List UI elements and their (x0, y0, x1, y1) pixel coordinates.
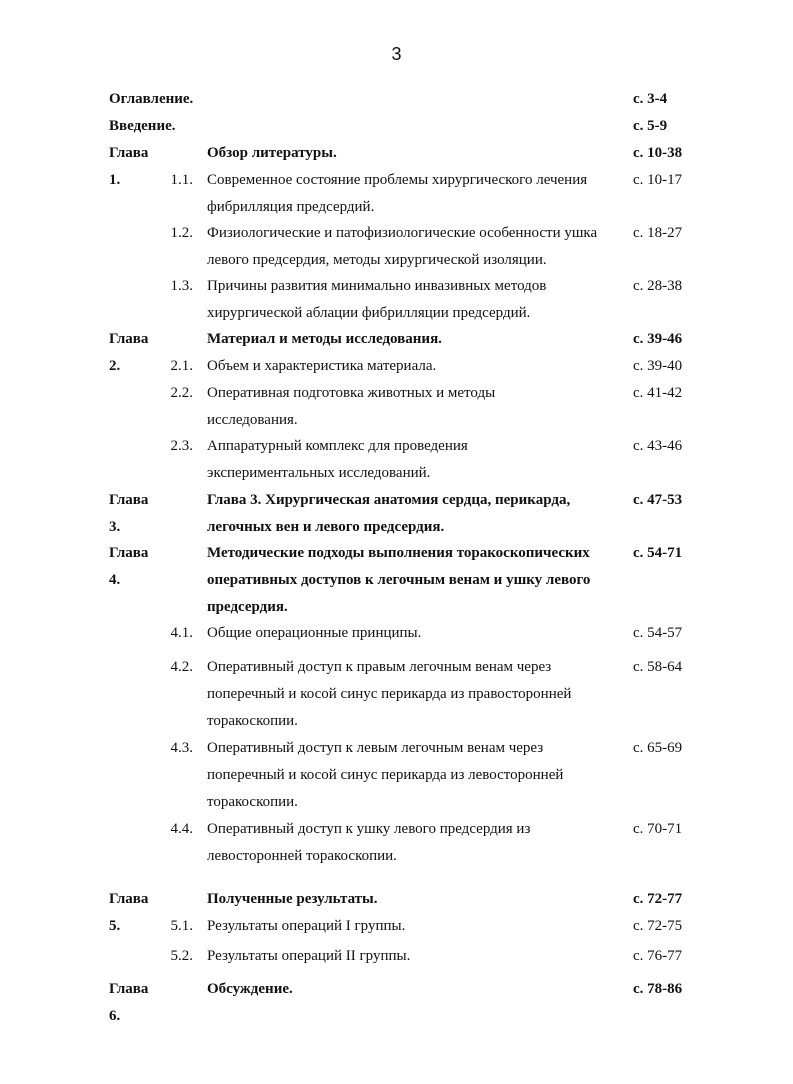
entry-title: Оперативный доступ к левым легочным венам через поперечный и косой синус перикарда из левосторонней торакоскопии. (207, 740, 564, 810)
entry-pages: с. 39-46 (633, 331, 683, 347)
chapter-label: Глава 4. (109, 545, 149, 588)
entry-title: Полученные результаты. (207, 891, 378, 907)
entry-title: Аппаратурный комплекс для проведения экспериментальных исследований. (207, 438, 468, 481)
entry-title: Глава 3. Хирургическая анатомия сердца, перикарда, легочных вен и левого предсердия. (207, 492, 571, 535)
entry-title: Обзор литературы. (207, 145, 337, 161)
section-number: 5.2. (170, 948, 193, 964)
entry-pages: с. 47-53 (633, 492, 683, 508)
entry-pages: с. 72-77 (633, 891, 683, 907)
entry-title: Результаты операций I группы. (207, 918, 406, 934)
entry-title: Физиологические и патофизиологические особенности ушка левого предсердия, методы хирургической изоляции. (207, 225, 598, 268)
entry-pages: с. 28-38 (633, 278, 683, 294)
chapter-label: Глава 3. (109, 492, 149, 535)
entry-pages: с. 65-69 (633, 740, 683, 756)
section-number: 2.1. (170, 358, 193, 374)
entry-pages: с. 18-27 (633, 225, 683, 241)
entry-pages: с. 72-75 (633, 918, 683, 934)
section-number: 1.1. (170, 172, 193, 188)
entry-title: Причины развития минимально инвазивных методов хирургической аблации фибрилляции предсердий. (207, 278, 547, 321)
section-number: 2.2. (170, 385, 193, 401)
section-number: 5.1. (170, 918, 193, 934)
entry-pages: с. 39-40 (633, 358, 683, 374)
chapter-label: Глава 1. (109, 145, 149, 188)
entry-pages: с. 10-17 (633, 172, 683, 188)
entry-title: Обсуждение. (207, 981, 293, 997)
chapter-label: Глава 5. (109, 891, 149, 934)
section-number: 4.1. (170, 625, 193, 641)
page-number: 3 (391, 44, 402, 64)
entry-pages: с. 54-57 (633, 625, 683, 641)
entry-pages: с. 10-38 (633, 145, 683, 161)
entry-pages: с. 5-9 (633, 118, 668, 134)
entry-title: Оперативный доступ к ушку левого предсердия из левосторонней торакоскопии. (207, 821, 531, 864)
entry-pages: с. 78-86 (633, 981, 683, 997)
entry-title: Введение. (109, 118, 176, 134)
entry-title: Общие операционные принципы. (207, 625, 422, 641)
entry-pages: с. 76-77 (633, 948, 683, 964)
entry-pages: с. 3-4 (633, 91, 668, 107)
entry-title: Материал и методы исследования. (207, 331, 442, 347)
section-number: 1.2. (170, 225, 193, 241)
entry-title: Оперативная подготовка животных и методы исследования. (207, 385, 496, 428)
entry-title: Современное состояние проблемы хирургического лечения фибрилляция предсердий. (207, 172, 588, 215)
section-number: 1.3. (170, 278, 193, 294)
entry-pages: с. 41-42 (633, 385, 683, 401)
entry-title: Методические подходы выполнения торакоскопических оперативных доступов к легочным венам и ушку левого предсердия. (207, 545, 591, 615)
entry-title: Объем и характеристика материала. (207, 358, 437, 374)
entry-pages: с. 54-71 (633, 545, 683, 561)
chapter-label: Глава 2. (109, 331, 149, 374)
entry-pages: с. 58-64 (633, 659, 683, 675)
section-number: 2.3. (170, 438, 193, 454)
entry-title: Оперативный доступ к правым легочным венам через поперечный и косой синус перикарда из правосторонней торакоскопии. (207, 659, 572, 729)
chapter-label: Глава 6. (109, 981, 149, 1024)
section-number: 4.3. (170, 740, 193, 756)
entry-pages: с. 70-71 (633, 821, 683, 837)
entry-title: Оглавление. (109, 91, 194, 107)
entry-title: Результаты операций II группы. (207, 948, 411, 964)
entry-pages: с. 43-46 (633, 438, 683, 454)
section-number: 4.4. (170, 821, 193, 837)
section-number: 4.2. (170, 659, 193, 675)
